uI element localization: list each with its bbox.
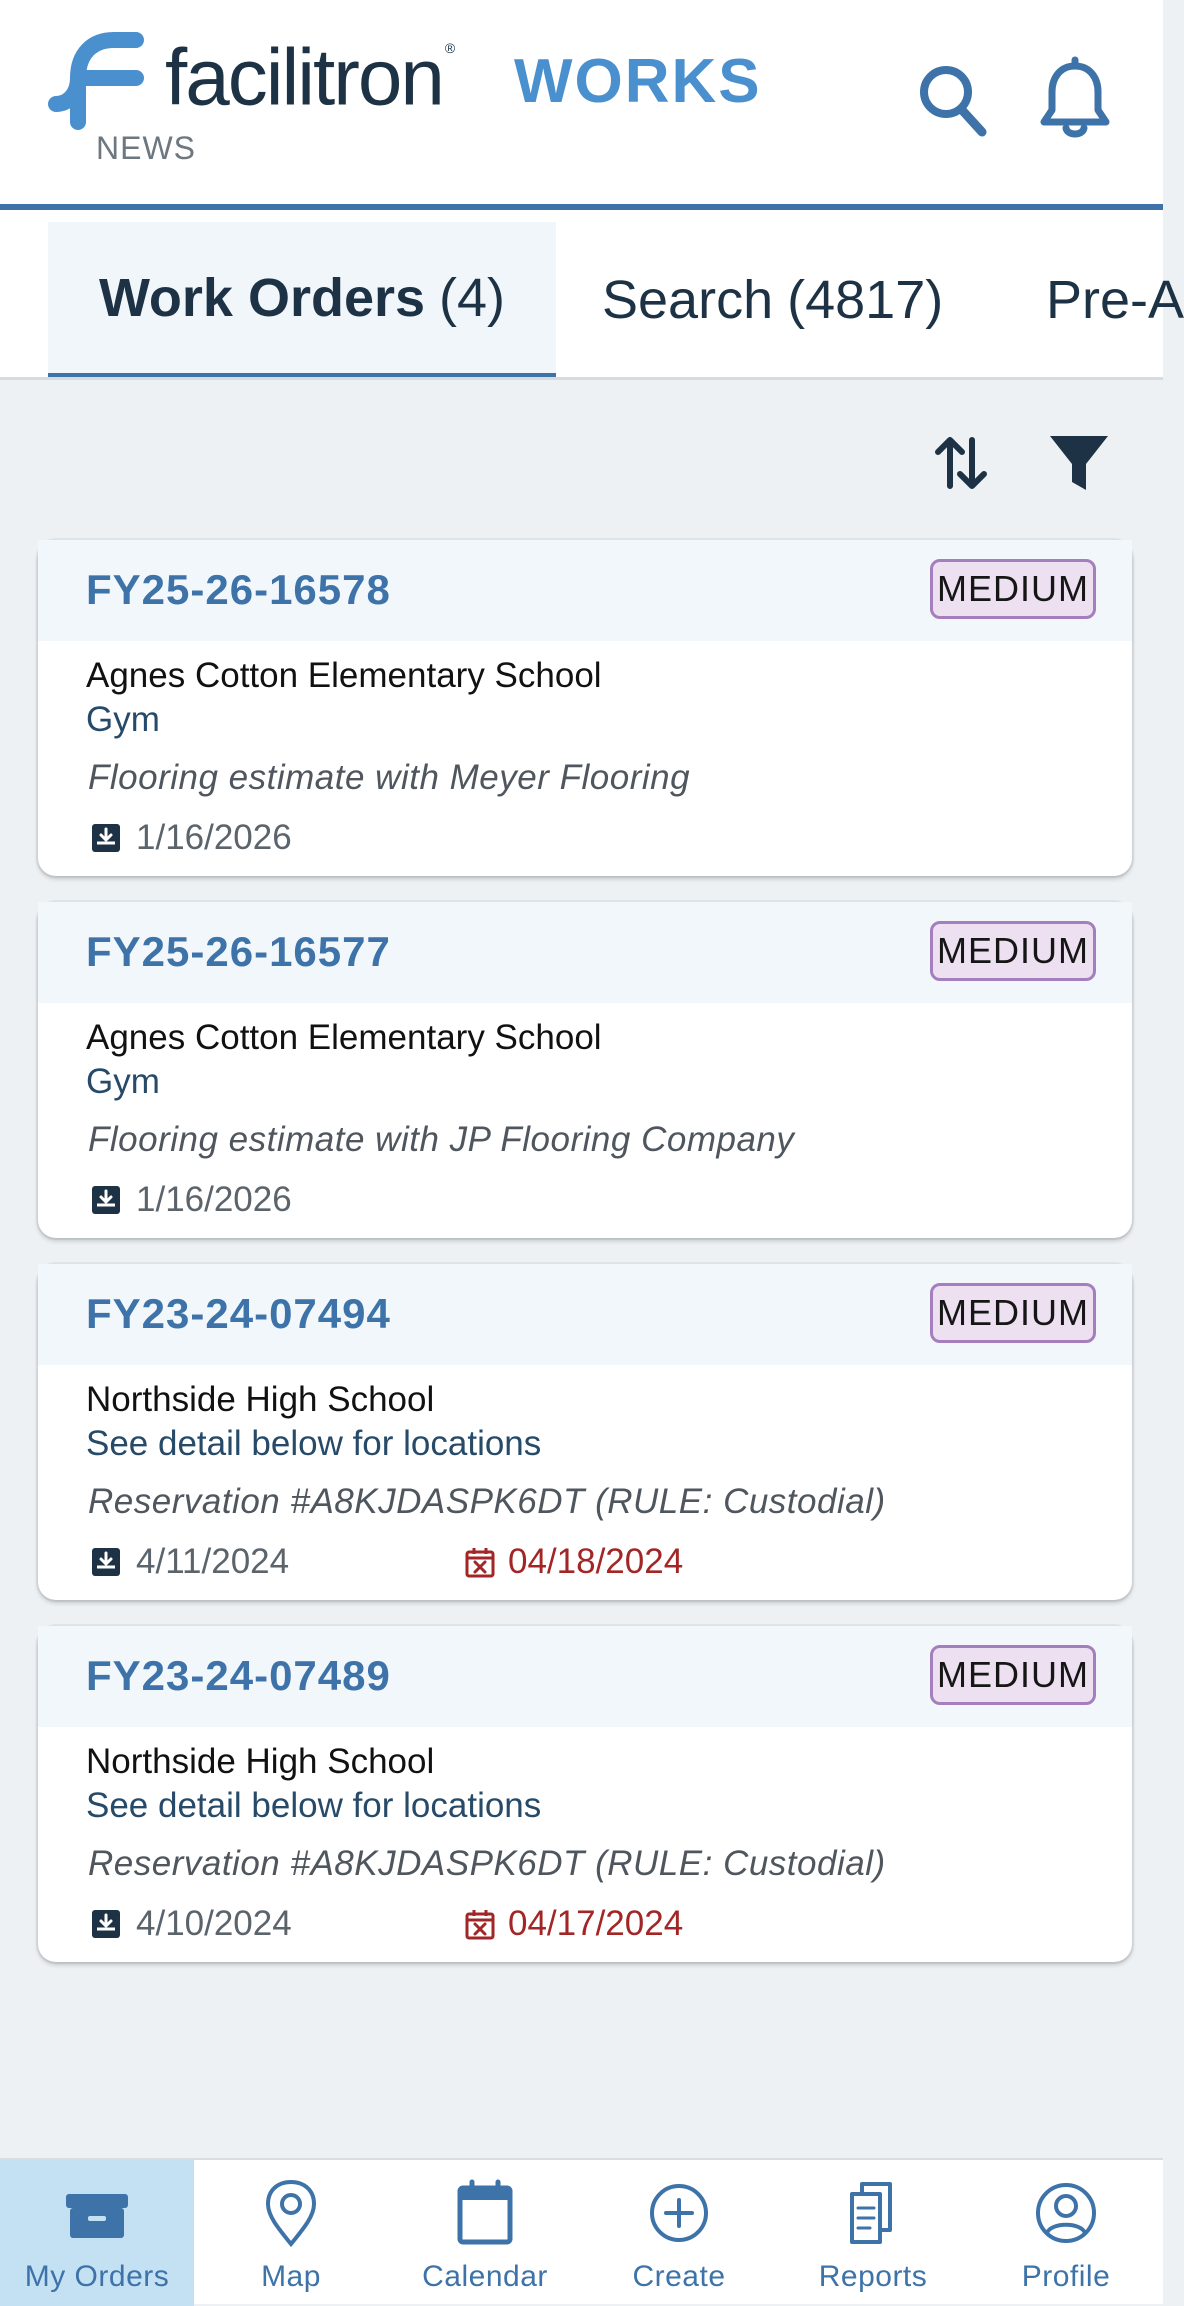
inbox-download-icon [90, 822, 122, 854]
work-order-card[interactable] [38, 1264, 1132, 1600]
tab-label: Pre-A [1046, 269, 1184, 330]
work-order-id: FY23-24-07489 [86, 1652, 391, 1699]
nav-label: Profile [1021, 2260, 1111, 2293]
plus-circle-icon [644, 2178, 714, 2248]
nav-my-orders[interactable] [0, 2160, 194, 2306]
school-name: Northside High School [86, 1380, 435, 1419]
created-date [90, 1178, 292, 1222]
tab-search[interactable] [602, 222, 943, 377]
work-order-id: FY23-24-07494 [86, 1290, 391, 1337]
created-date-text: 1/16/2026 [136, 818, 292, 857]
nav-label: Create [632, 2260, 726, 2293]
nav-label: Calendar [422, 2260, 548, 2293]
sort-icon[interactable] [928, 430, 994, 496]
tab-pre-approval[interactable] [1046, 222, 1184, 377]
calendar-overdue-icon [464, 1908, 496, 1940]
location-name: Gym [86, 700, 160, 739]
created-date [90, 816, 292, 860]
profile-icon [1031, 2178, 1101, 2248]
work-order-id: FY25-26-16578 [86, 566, 391, 613]
bell-icon[interactable] [1036, 58, 1114, 142]
location-name: Gym [86, 1062, 160, 1101]
nav-create[interactable] [582, 2160, 776, 2306]
priority-badge: MEDIUM [930, 921, 1096, 981]
work-order-card[interactable] [38, 902, 1132, 1238]
search-icon[interactable] [914, 58, 992, 142]
created-date [90, 1540, 289, 1584]
filter-icon[interactable] [1046, 430, 1112, 496]
tab-count: (4) [439, 267, 506, 328]
work-order-card[interactable] [38, 1626, 1132, 1962]
work-order-id: FY25-26-16577 [86, 928, 391, 975]
tab-label: Search [602, 269, 774, 330]
due-date [464, 1902, 683, 1946]
priority-badge: MEDIUM [930, 1645, 1096, 1705]
school-name: Agnes Cotton Elementary School [86, 656, 602, 695]
priority-badge: MEDIUM [930, 559, 1096, 619]
due-date [464, 1540, 683, 1584]
nav-reports[interactable] [776, 2160, 970, 2306]
created-date-text: 4/10/2024 [136, 1904, 292, 1943]
app-header [0, 0, 1163, 210]
reports-icon [838, 2178, 908, 2248]
bottom-nav [0, 2158, 1163, 2304]
order-description: Flooring estimate with Meyer Flooring [88, 758, 691, 797]
school-name: Agnes Cotton Elementary School [86, 1018, 602, 1057]
brand-name: facilitron ® [165, 32, 454, 122]
calendar-overdue-icon [464, 1546, 496, 1578]
due-date-text: 04/17/2024 [508, 1904, 684, 1943]
created-date-text: 4/11/2024 [136, 1542, 290, 1581]
registered-mark: ® [444, 40, 454, 56]
tab-work-orders[interactable] [48, 222, 556, 377]
map-pin-icon [256, 2178, 326, 2248]
school-name: Northside High School [86, 1742, 435, 1781]
facilitron-logo-icon [48, 26, 144, 122]
created-date [90, 1902, 292, 1946]
tab-bar [0, 210, 1184, 380]
priority-badge: MEDIUM [930, 1283, 1096, 1343]
calendar-icon [450, 2178, 520, 2248]
nav-label: Reports [818, 2260, 928, 2293]
due-date-text: 04/18/2024 [508, 1542, 684, 1581]
inbox-download-icon [90, 1908, 122, 1940]
tab-count: (4817) [787, 269, 944, 330]
inbox-download-icon [90, 1546, 122, 1578]
nav-profile[interactable] [969, 2160, 1163, 2306]
brand-subtitle: NEWS [96, 130, 196, 166]
brand-suffix: WORKS [514, 47, 762, 116]
tab-label: Work Orders [98, 267, 426, 328]
nav-label: Map [261, 2260, 321, 2293]
nav-calendar[interactable] [388, 2160, 582, 2306]
inbox-icon [62, 2178, 132, 2248]
nav-label: My Orders [24, 2260, 170, 2293]
location-name: See detail below for locations [86, 1424, 542, 1463]
order-description: Reservation #A8KJDASPK6DT (RULE: Custodial) [88, 1482, 886, 1521]
order-description: Reservation #A8KJDASPK6DT (RULE: Custodial) [88, 1844, 886, 1883]
nav-map[interactable] [194, 2160, 388, 2306]
inbox-download-icon [90, 1184, 122, 1216]
created-date-text: 1/16/2026 [136, 1180, 292, 1219]
work-order-card[interactable] [38, 540, 1132, 876]
location-name: See detail below for locations [86, 1786, 542, 1825]
order-description: Flooring estimate with JP Flooring Company [88, 1120, 795, 1159]
